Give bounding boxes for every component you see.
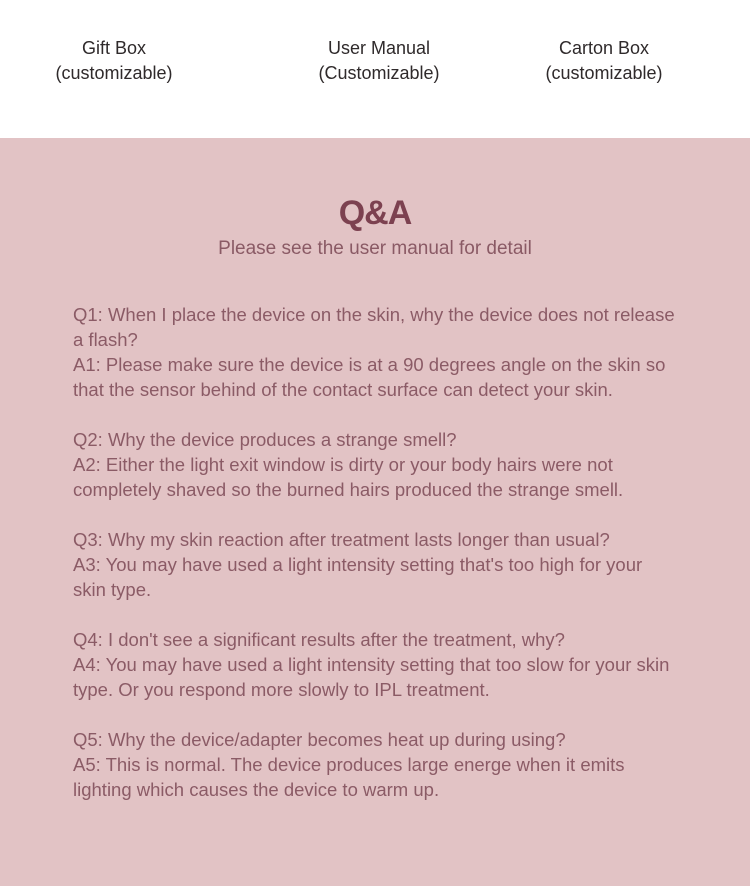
question-1-line-1: Q1: When I place the device on the skin, why the device does not release [73,304,675,325]
user-manual-caption [314,36,444,86]
qa-title: Q&A [338,194,412,232]
user-manual-note: (Customizable) [318,63,440,83]
carton-box-title: Carton Box [558,38,650,58]
question-3: Q3: Why my skin reaction after treatment lasts longer than usual? [73,529,610,550]
carton-box-note: (customizable) [545,63,663,83]
gift-box-title: Gift Box [81,38,147,58]
qa-item-2 [73,427,693,502]
answer-5-line-1: A5: This is normal. The device produces large energe when it emits [73,754,625,775]
packaging-section [0,0,750,138]
answer-3-line-2: skin type. [73,579,152,600]
question-1-line-2: a flash? [73,329,138,350]
answer-1-line-1: A1: Please make sure the device is at a 90 degrees angle on the skin so [73,354,666,375]
question-4: Q4: I don't see a significant results after the treatment, why? [73,629,565,650]
carton-box-caption [540,36,668,86]
qa-item-3 [73,527,693,602]
qa-section [0,138,750,886]
qa-item-1 [73,302,693,402]
qa-list [73,302,693,827]
qa-item-5 [73,727,693,802]
answer-5-line-2: lighting which causes the device to warm up. [73,779,440,800]
gift-box-note: (customizable) [55,63,173,83]
gift-box-caption [52,36,176,86]
answer-1-line-2: that the sensor behind of the contact surface can detect your skin. [73,379,613,400]
question-2: Q2: Why the device produces a strange smell? [73,429,457,450]
question-5: Q5: Why the device/adapter becomes heat up during using? [73,729,566,750]
answer-3-line-1: A3: You may have used a light intensity setting that's too high for your [73,554,643,575]
qa-item-4 [73,627,693,702]
qa-subtitle: Please see the user manual for detail [218,238,532,259]
answer-4-line-2: type. Or you respond more slowly to IPL treatment. [73,679,490,700]
answer-2-line-2: completely shaved so the burned hairs produced the strange smell. [73,479,624,500]
answer-2-line-1: A2: Either the light exit window is dirty or your body hairs were not [73,454,613,475]
user-manual-title: User Manual [327,38,431,58]
answer-4-line-1: A4: You may have used a light intensity setting that too slow for your skin [73,654,670,675]
